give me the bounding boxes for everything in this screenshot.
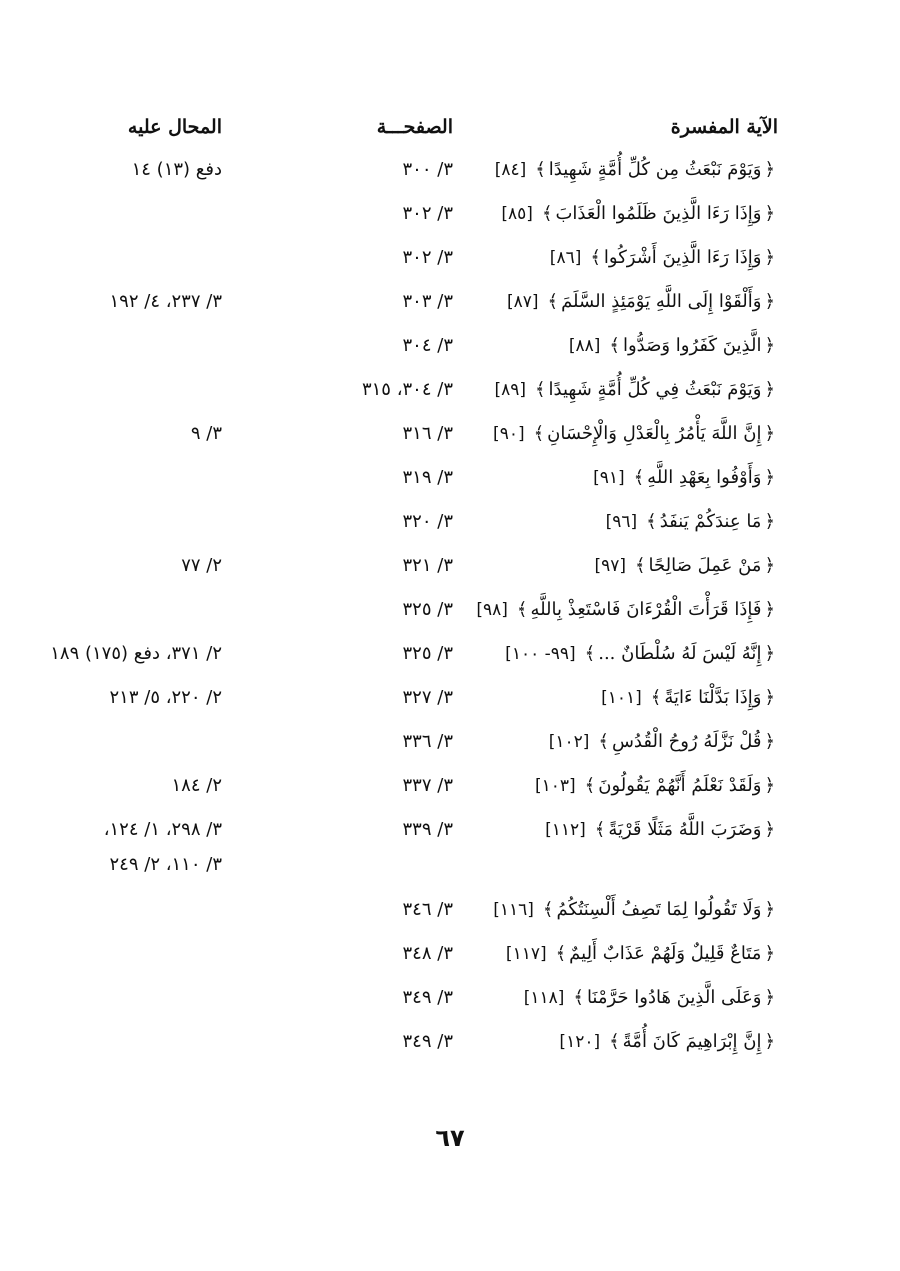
verse-number: [٨٤] <box>494 160 527 180</box>
verse-number: [٩٨] <box>476 600 508 620</box>
close-bracket: ﴾ <box>541 203 553 224</box>
close-bracket: ﴾ <box>534 379 546 400</box>
verse-cell <box>601 685 778 711</box>
open-bracket: ﴿ <box>764 643 775 664</box>
close-bracket: ﴾ <box>584 775 596 796</box>
verse-number: [٨٨] <box>568 336 601 356</box>
verse-text: إِنَّهُ لَيْسَ لَهُ سُلْطَانٌ ... <box>598 643 762 664</box>
page-ref-cell: ٣/ ٣٠٢ <box>402 203 453 224</box>
verse-cell <box>493 897 778 923</box>
verse-number: [١٠٣] <box>534 776 576 796</box>
verse-cell <box>550 245 778 271</box>
verse-text: وَعَلَى الَّذِينَ هَادُوا حَرَّمْنَا <box>586 987 762 1008</box>
page-number: ٦٧ <box>435 1124 465 1152</box>
open-bracket: ﴿ <box>764 291 775 312</box>
close-bracket: ﴾ <box>573 987 584 1008</box>
verse-cell <box>594 553 778 579</box>
verse-text: وَأَلْقَوْا إِلَى اللَّهِ يَوْمَئِذٍ السَّلَمَ <box>561 291 762 312</box>
open-bracket: ﴿ <box>764 987 775 1008</box>
verse-text: وَيَوْمَ نَبْعَثُ مِن كُلِّ أُمَّةٍ شَهِيدًا <box>548 159 762 180</box>
reference-cell: ٢/ ١٨٤ <box>171 775 222 796</box>
verse-text: وَيَوْمَ نَبْعَثُ فِي كُلِّ أُمَّةٍ شَهِيدًا <box>548 379 762 400</box>
page-ref-cell: ٣/ ٣٤٩ <box>402 1031 453 1052</box>
close-bracket: ﴾ <box>646 511 657 532</box>
close-bracket: ﴾ <box>650 687 662 708</box>
reference-cell: ٣/ ٩ <box>190 423 222 444</box>
verse-number: [٨٩] <box>494 380 526 400</box>
verse-cell <box>505 641 778 667</box>
open-bracket: ﴿ <box>764 731 775 752</box>
header-verse: الآية المفسرة <box>670 116 778 138</box>
header-reference: المحال عليه <box>127 116 222 138</box>
page-ref-cell: ٣/ ٣٤٦ <box>402 899 453 920</box>
verse-cell <box>593 465 778 491</box>
verse-number: [٨٥] <box>501 204 533 224</box>
verse-cell <box>569 333 778 359</box>
page-ref-cell: ٣/ ٣٣٦ <box>402 731 453 752</box>
verse-cell <box>524 985 778 1011</box>
reference-cell: ٢/ ٣٧١، دفع (١٧٥) ١٨٩ <box>50 643 222 664</box>
verse-cell <box>501 201 778 227</box>
reference-cell: ٣/ ٢٣٧، ٤/ ١٩٢ <box>109 291 222 312</box>
close-bracket: ﴾ <box>584 643 596 664</box>
verse-cell <box>495 157 778 183</box>
verse-number: [٩٦] <box>605 512 638 532</box>
verse-number: [٩٧] <box>594 556 626 576</box>
close-bracket: ﴾ <box>633 467 645 488</box>
page-ref-cell: ٣/ ٣٠٢ <box>402 247 453 268</box>
verse-text: إِنَّ إِبْرَاهِيمَ كَانَ أُمَّةً <box>622 1031 762 1052</box>
verse-text: وَإِذَا رَءَا الَّذِينَ ظَلَمُوا الْعَذَابَ <box>555 203 762 224</box>
verse-number: [١١٦] <box>493 900 534 920</box>
verse-cell <box>606 509 778 535</box>
open-bracket: ﴿ <box>764 335 775 356</box>
reference-cell: ٢/ ٧٧ <box>181 555 222 576</box>
verse-text: مَنْ عَمِلَ صَالِحًا <box>648 555 762 576</box>
verse-number: [١٢٠] <box>559 1032 601 1052</box>
verse-number: [١١٧] <box>505 944 547 964</box>
reference-cell: ٣/ ٢٩٨، ١/ ١٢٤، <box>103 819 222 840</box>
close-bracket: ﴾ <box>555 943 567 964</box>
close-bracket: ﴾ <box>609 1031 620 1052</box>
close-bracket: ﴾ <box>609 335 620 356</box>
close-bracket: ﴾ <box>598 731 609 752</box>
verse-cell <box>493 421 778 447</box>
page-ref-cell: ٣/ ٣٣٧ <box>402 775 453 796</box>
close-bracket: ﴾ <box>535 159 546 180</box>
verse-cell <box>549 729 778 755</box>
verse-cell <box>494 377 778 403</box>
verse-text: مَتَاعٌ قَلِيلٌ وَلَهُمْ عَذَابٌ أَلِيمٌ <box>569 943 762 964</box>
verse-text: إِنَّ اللَّهَ يَأْمُرُ بِالْعَدْلِ وَالْإِحْسَانِ <box>547 423 762 444</box>
page-ref-cell: ٣/ ٣٠٤ <box>402 335 453 356</box>
verse-text: وَإِذَا بَدَّلْنَا ءَايَةً <box>664 687 762 708</box>
open-bracket: ﴿ <box>764 423 775 444</box>
verse-text: وَإِذَا رَءَا الَّذِينَ أَشْرَكُوا <box>603 247 762 268</box>
page-ref-cell: ٣/ ٣٤٨ <box>402 943 453 964</box>
page-ref-cell: ٣/ ٣٢١ <box>402 555 453 576</box>
verse-text: الَّذِينَ كَفَرُوا وَصَدُّوا <box>622 335 762 356</box>
close-bracket: ﴾ <box>533 423 545 444</box>
open-bracket: ﴿ <box>764 1031 775 1052</box>
verse-text: وَلَا تَقُولُوا لِمَا تَصِفُ أَلْسِنَتُكُمُ <box>556 899 762 920</box>
page-ref-cell: ٣/ ٣٤٩ <box>402 987 453 1008</box>
page-ref-cell: ٣/ ٣١٩ <box>402 467 453 488</box>
verse-cell <box>507 289 778 315</box>
close-bracket: ﴾ <box>516 599 528 620</box>
page-ref-cell: ٣/ ٣٠٠ <box>402 159 453 180</box>
verse-cell <box>545 817 778 843</box>
verse-text: وَضَرَبَ اللَّهُ مَثَلًا قَرْيَةً <box>608 819 762 840</box>
open-bracket: ﴿ <box>764 899 775 920</box>
page-ref-cell: ٣/ ٣٣٩ <box>402 819 453 840</box>
page-ref-cell: ٣/ ٣١٦ <box>402 423 453 444</box>
verse-cell <box>506 941 778 967</box>
verse-text: وَأَوْفُوا بِعَهْدِ اللَّهِ <box>647 467 762 488</box>
verse-number: [٩١] <box>593 468 625 488</box>
open-bracket: ﴿ <box>764 379 775 400</box>
verse-number: [٨٦] <box>549 248 582 268</box>
open-bracket: ﴿ <box>764 687 775 708</box>
close-bracket: ﴾ <box>542 899 554 920</box>
close-bracket: ﴾ <box>594 819 606 840</box>
open-bracket: ﴿ <box>764 819 775 840</box>
verse-number: [٩٠] <box>493 424 525 444</box>
open-bracket: ﴿ <box>764 203 775 224</box>
verse-number: [٩٩- ١٠٠] <box>505 644 576 664</box>
page-ref-cell: ٣/ ٣٢٥ <box>402 599 453 620</box>
page-ref-cell: ٣/ ٣٢٧ <box>402 687 453 708</box>
page-ref-cell: ٣/ ٣٢٥ <box>402 643 453 664</box>
verse-number: [١١٨] <box>523 988 565 1008</box>
verse-text: فَإِذَا قَرَأْتَ الْقُرْءَانَ فَاسْتَعِذْ بِاللَّهِ <box>530 599 762 620</box>
open-bracket: ﴿ <box>764 467 775 488</box>
page-ref-cell: ٣/ ٣٠٣ <box>402 291 453 312</box>
reference-cell: دفع (١٣) ١٤ <box>131 159 222 180</box>
verse-cell <box>559 1029 778 1055</box>
open-bracket: ﴿ <box>764 943 775 964</box>
verse-text: قُلْ نَزَّلَهُ رُوحُ الْقُدُسِ <box>611 731 762 752</box>
header-page: الصفحـــة <box>376 116 453 138</box>
verse-number: [١١٢] <box>545 820 586 840</box>
open-bracket: ﴿ <box>764 555 775 576</box>
close-bracket: ﴾ <box>547 291 559 312</box>
verse-number: [١٠١] <box>601 688 642 708</box>
close-bracket: ﴾ <box>634 555 646 576</box>
open-bracket: ﴿ <box>764 775 775 796</box>
verse-number: [٨٧] <box>506 292 539 312</box>
verse-number: [١٠٢] <box>548 732 590 752</box>
page-ref-cell: ٣/ ٣٠٤، ٣١٥ <box>361 379 453 400</box>
verse-cell <box>476 597 778 623</box>
open-bracket: ﴿ <box>764 247 775 268</box>
verse-cell <box>535 773 778 799</box>
reference-cell-continued: ٣/ ١١٠، ٢/ ٢٤٩ <box>109 854 222 875</box>
open-bracket: ﴿ <box>764 599 775 620</box>
verse-text: مَا عِندَكُمْ يَنفَدُ <box>659 511 762 532</box>
close-bracket: ﴾ <box>590 247 601 268</box>
verse-text: وَلَقَدْ نَعْلَمُ أَنَّهُمْ يَقُولُونَ <box>598 775 762 796</box>
reference-cell: ٢/ ٢٢٠، ٥/ ٢١٣ <box>109 687 222 708</box>
open-bracket: ﴿ <box>764 511 775 532</box>
page-ref-cell: ٣/ ٣٢٠ <box>402 511 453 532</box>
open-bracket: ﴿ <box>764 159 775 180</box>
